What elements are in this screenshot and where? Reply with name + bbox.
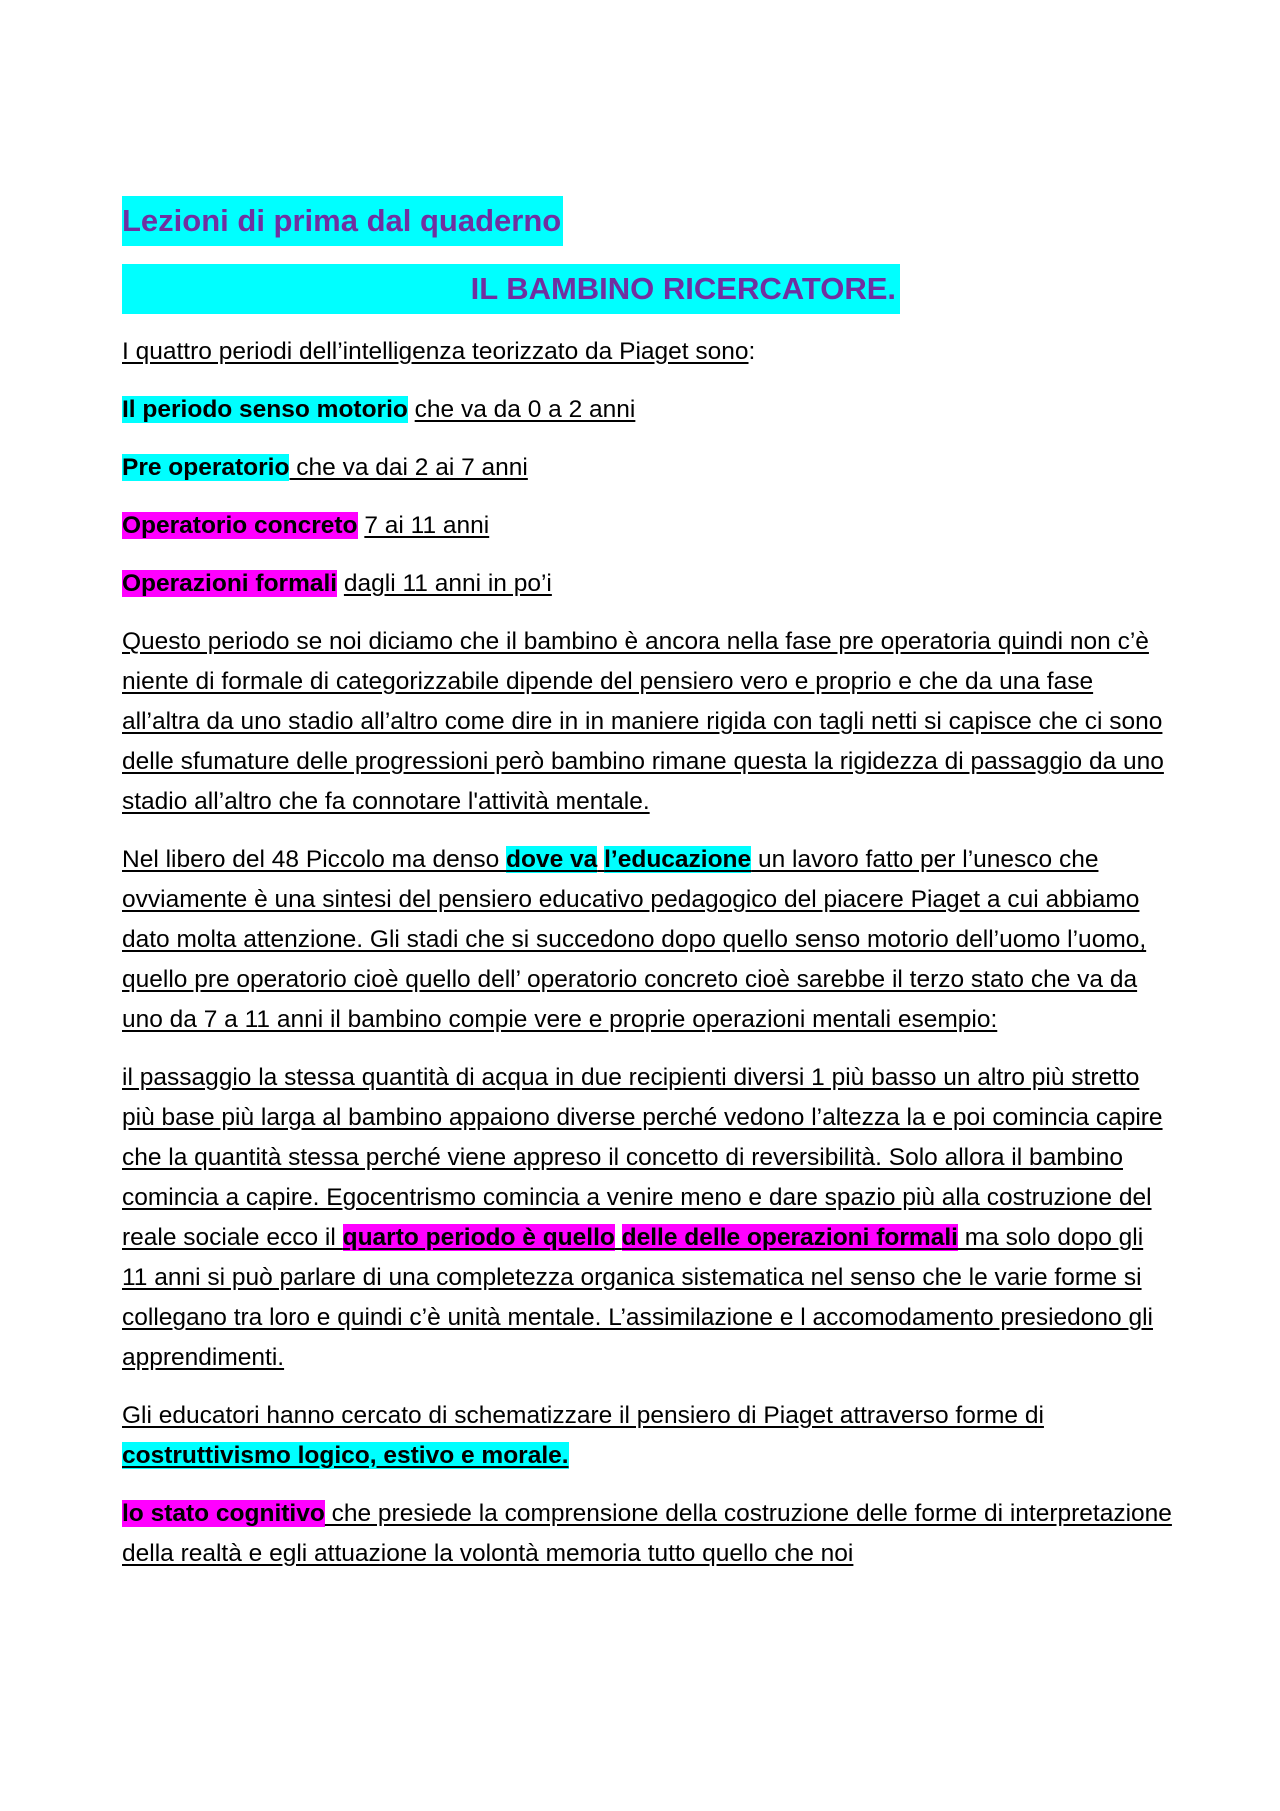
paragraph-2 bbox=[122, 840, 1172, 1040]
paragraph-2-highlight-1: dove va bbox=[506, 846, 598, 873]
paragraph-4-highlight: costruttivismo logico, estivo e morale. bbox=[122, 1442, 569, 1469]
paragraph-3-highlight-2: delle delle operazioni formali bbox=[621, 1224, 958, 1251]
paragraph-3-before: il passaggio la stessa quantità di acqua in due recipienti diversi 1 più basso un altro più stretto più base più larga al bambino appaiono diverse perché vedono l’altezza la e poi comincia capire che la quantità stessa perché viene appreso il concetto di reversibilità. Solo allora il bambino comincia a capire. Egocentrismo comincia a venire meno e dare spazio più alla costruzione del reale sociale ecco il bbox=[122, 1064, 1163, 1251]
period-3-label: Operatorio concreto bbox=[122, 512, 358, 539]
period-2-label: Pre operatorio bbox=[122, 454, 290, 481]
paragraph-4 bbox=[122, 1396, 1172, 1476]
paragraph-2-before: Nel libero del 48 Piccolo ma denso bbox=[122, 846, 507, 873]
paragraph-3-after: ma solo dopo gli 11 anni si può parlare di una completezza organica sistematica nel senso che le varie forme si collegano tra loro e quindi c’è unità mentale. L’assimilazione e l accomodamento presiedono gli apprendimenti. bbox=[122, 1224, 1153, 1371]
paragraph-3 bbox=[122, 1058, 1172, 1378]
period-1 bbox=[122, 390, 1172, 430]
paragraph-1: Questo periodo se noi diciamo che il bambino è ancora nella fase pre operatoria quindi non c’è niente di formale di categorizzabile dipende del pensiero vero e proprio e che da una fase all’altra da uno stadio all’altro come dire in in maniere rigida con tagli netti si capisce che ci sono delle sfumature delle progressioni però bambino rimane questa la rigidezza di passaggio da uno stadio all’altro che fa connotare l'attività mentale. bbox=[122, 628, 1164, 815]
period-4-text: dagli 11 anni in po’i bbox=[343, 570, 552, 597]
paragraph-3-highlight-1: quarto periodo è quello bbox=[342, 1224, 615, 1251]
period-3-text: 7 ai 11 anni bbox=[364, 512, 490, 539]
period-3 bbox=[122, 506, 1172, 546]
paragraph-5-highlight: lo stato cognitivo bbox=[122, 1500, 325, 1527]
intro-text: I quattro periodi dell’intelligenza teorizzato da Piaget sono bbox=[122, 338, 749, 365]
intro-colon: : bbox=[748, 338, 756, 365]
document-subtitle: IL BAMBINO RICERCATORE. bbox=[122, 264, 900, 314]
period-1-label: Il periodo senso motorio bbox=[122, 396, 408, 423]
paragraph-5-after: che presiede la comprensione della costruzione delle forme di interpretazione della realtà e egli attuazione la volontà memoria tutto quello che noi bbox=[122, 1500, 1172, 1567]
period-4-label: Operazioni formali bbox=[122, 570, 338, 597]
document-title: Lezioni di prima dal quaderno bbox=[122, 196, 563, 246]
period-1-text: che va da 0 a 2 anni bbox=[414, 396, 636, 423]
document-page bbox=[122, 196, 1172, 1574]
paragraph-2-highlight-2: l’educazione bbox=[604, 846, 752, 873]
paragraph-4-before: Gli educatori hanno cercato di schematizzare il pensiero di Piaget attraverso forme di bbox=[122, 1402, 1044, 1429]
period-2-text: che va dai 2 ai 7 anni bbox=[289, 454, 528, 481]
paragraph-5 bbox=[122, 1494, 1172, 1574]
intro-line bbox=[122, 332, 1172, 372]
paragraph-2-after: un lavoro fatto per l’unesco che ovviamente è una sintesi del pensiero educativo pedagogico del piacere Piaget a cui abbiamo dato molta attenzione. Gli stadi che si succedono dopo quello senso motorio dell’uomo l’uomo, quello pre operatorio cioè quello dell’ operatorio concreto cioè sarebbe il terzo stato che va da uno da 7 a 11 anni il bambino compie vere e proprie operazioni mentali esempio: bbox=[122, 846, 1147, 1033]
period-2 bbox=[122, 448, 1172, 488]
period-4 bbox=[122, 564, 1172, 604]
document-title-line bbox=[122, 196, 1172, 246]
